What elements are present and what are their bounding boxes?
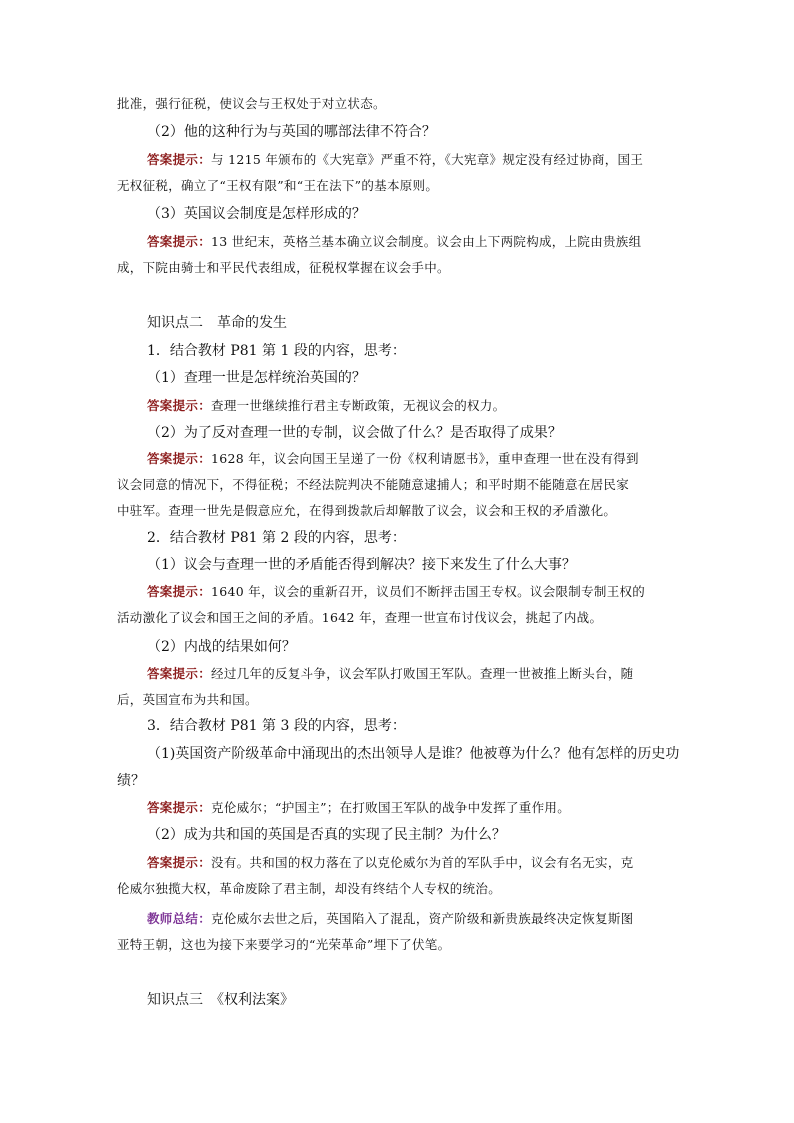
answer-line: 答案提示：与 1215 年颁布的《大宪章》严重不符，《大宪章》规定没有经过协商，国王 xyxy=(147,152,644,167)
text-line: 成，下院由骑士和平民代表组成，征税权掌握在议会手中。 xyxy=(117,260,450,275)
text-line: 伦威尔独揽大权，革命废除了君主制，却没有终结个人专权的统治。 xyxy=(117,881,502,896)
text-line: 绩？ xyxy=(117,773,145,789)
question: （2）内战的结果如何？ xyxy=(147,639,296,655)
answer-line: 答案提示：查理一世继续推行君主专断政策，无视议会的权力。 xyxy=(147,398,506,413)
teacher-summary-line: 教师总结：克伦威尔去世之后，英国陷入了混乱，资产阶级和新贵族最终决定恢复斯图 xyxy=(147,911,634,926)
answer-line: 答案提示：1640 年，议会的重新召开，议员们不断抨击国王专权。议会限制专制王权的 xyxy=(147,584,646,599)
text-line: 议会同意的情况下，不得征税；不经法院判决不能随意逮捕人；和平时期不能随意在居民家 xyxy=(117,477,630,492)
teacher-summary-label: 教师总结： xyxy=(147,911,212,926)
answer-label: 答案提示： xyxy=(147,584,212,599)
text-line: 批准，强行征税，使议会与王权处于对立状态。 xyxy=(117,96,386,111)
question: （2）成为共和国的英国是否真的实现了民主制？为什么？ xyxy=(147,827,506,843)
prompt: 2．结合教材 P81 第 2 段的内容，思考： xyxy=(147,530,406,546)
answer-label: 答案提示： xyxy=(147,800,212,815)
section-heading: 知识点二 革命的发生 xyxy=(147,315,287,331)
answer-label: 答案提示： xyxy=(147,152,212,167)
answer-line: 答案提示：经过几年的反复斗争，议会军队打败国王军队。查理一世被推上断头台，随 xyxy=(147,666,634,681)
text-line: 活动激化了议会和国王之间的矛盾。1642 年，查理一世宣布讨伐议会，挑起了内战。 xyxy=(117,610,603,625)
answer-label: 答案提示： xyxy=(147,451,212,466)
question: （1）查理一世是怎样统治英国的？ xyxy=(147,370,366,386)
answer-label: 答案提示： xyxy=(147,666,212,681)
question: （2）他的这种行为与英国的哪部法律不符合？ xyxy=(147,124,436,140)
text-line: 亚特王朝，这也为接下来要学习的“光荣革命”埋下了伏笔。 xyxy=(117,937,451,952)
answer-label: 答案提示： xyxy=(147,234,212,249)
answer-line: 答案提示：没有。共和国的权力落在了以克伦威尔为首的军队手中，议会有名无实，克 xyxy=(147,855,634,870)
answer-line: 答案提示：13 世纪末，英格兰基本确立议会制度。议会由上下两院构成，上院由贵族组 xyxy=(147,234,642,249)
prompt: 1．结合教材 P81 第 1 段的内容，思考： xyxy=(147,343,406,359)
question: （2）为了反对查理一世的专制，议会做了什么？是否取得了成果？ xyxy=(147,425,562,441)
text-line: 无权征税，确立了“王权有限”和“王在法下”的基本原则。 xyxy=(117,178,439,193)
question: （1）议会与查理一世的矛盾能否得到解决？接下来发生了什么大事？ xyxy=(147,557,576,573)
question: （3）英国议会制度是怎样形成的？ xyxy=(147,206,366,222)
prompt: 3．结合教材 P81 第 3 段的内容，思考： xyxy=(147,718,406,734)
text-line: 中驻军。查理一世先是假意应允，在得到拨款后却解散了议会，议会和王权的矛盾激化。 xyxy=(117,503,617,518)
question: （1)英国资产阶级革命中涌现出的杰出领导人是谁？他被尊为什么？他有怎样的历史功 xyxy=(147,746,680,762)
answer-line: 答案提示：1628 年，议会向国王呈递了一份《权利请愿书》，重申查理一世在没有得到 xyxy=(147,451,639,466)
section-heading: 知识点三 《权利法案》 xyxy=(147,992,294,1008)
answer-label: 答案提示： xyxy=(147,855,212,870)
answer-line: 答案提示：克伦威尔；“护国主”；在打败国王军队的战争中发挥了重作用。 xyxy=(147,800,570,815)
answer-label: 答案提示： xyxy=(147,398,212,413)
text-line: 后，英国宣布为共和国。 xyxy=(117,692,258,707)
